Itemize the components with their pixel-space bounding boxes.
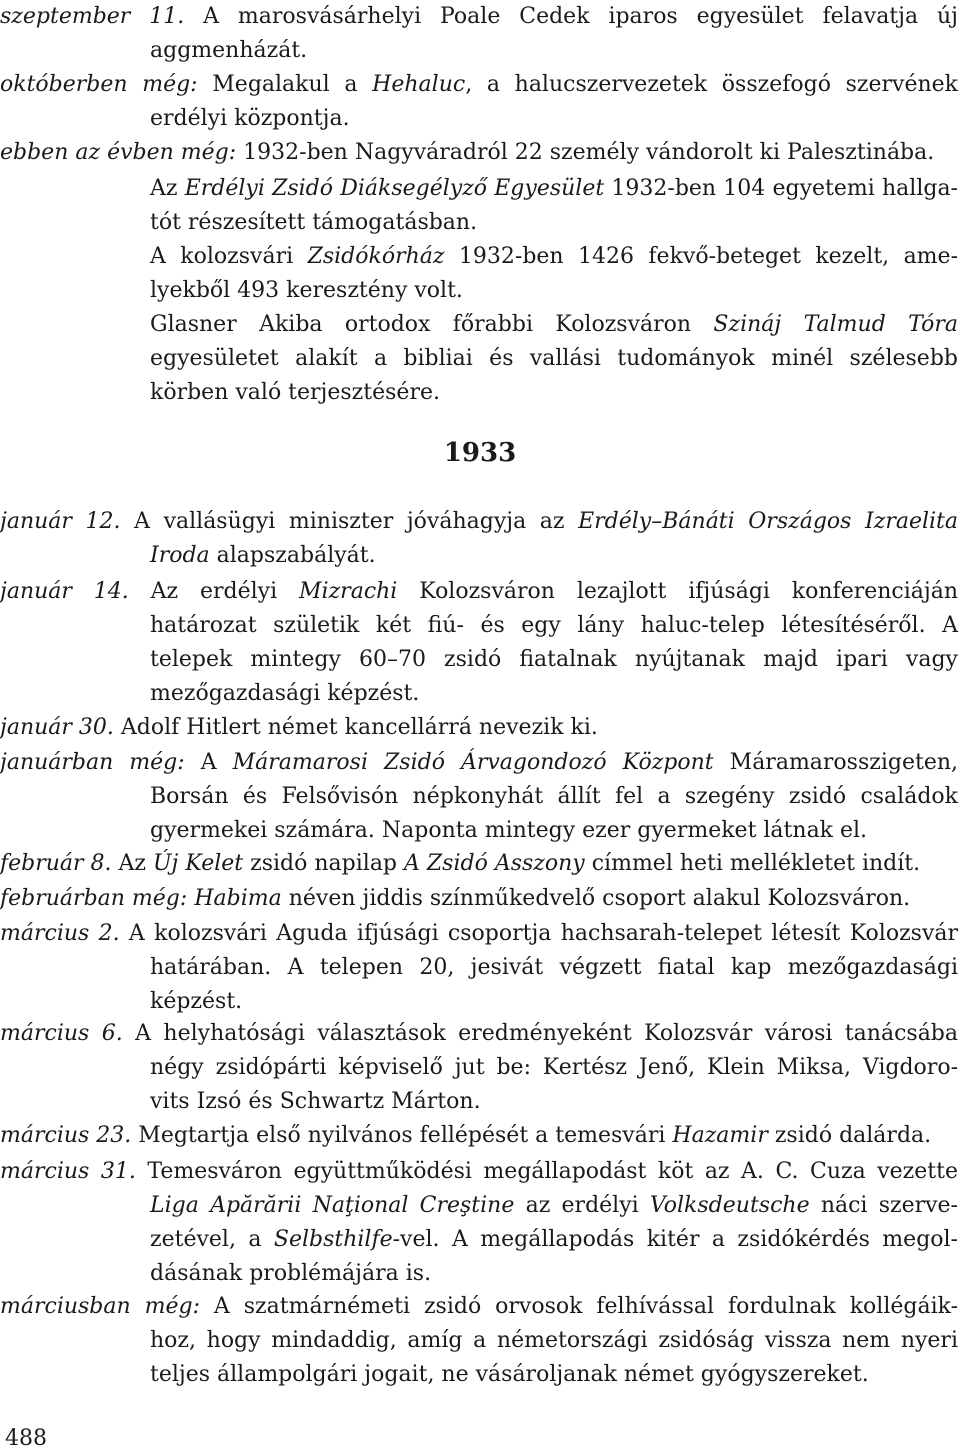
paragraph-line: Az Erdélyi Zsidó Diáksegélyző Egyesület 1932-ben 104 egyetemi hallga- [150,176,958,201]
entry-text: A Máramarosi Zsidó Árvagondozó Központ Máramarosszigeten, [184,750,959,775]
indented-paragraph [150,240,958,308]
entry-date: március 6. [0,1021,123,1046]
entry-continuation-line: telepek mintegy 60–70 zsidó fiatalnak nyújtanak majd ipari vagy [150,647,958,672]
entry-first-line [0,136,958,170]
paragraph-line: Glasner Akiba ortodox főrabbi Kolozsváron Szináj Talmud Tóra [150,312,958,337]
entry-text: Az erdélyi Mizrachi Kolozsváron lezajlott ifjúsági konferenciáján [128,579,959,604]
chronology-entry [0,917,958,1019]
chronology-entry [0,136,958,170]
entry-continuation-line: Liga Apărării Naţional Creştine az erdélyi Volksdeutsche náci szerve- [150,1193,958,1218]
entry-date: ebben az évben még: [0,140,237,165]
entry-date: februárban még: [0,886,188,911]
entry-continuation-line: gyermekei számára. Naponta mintegy ezer gyermeket látnak el. [150,818,868,843]
entry-date: márciusban még: [0,1294,200,1319]
entry-continuation-line: dásának problémájára is. [150,1261,432,1286]
entry-continuation-line: zetével, a Selbsthilfe-vel. A megállapodás kitér a zsidókérdés megol- [150,1227,958,1252]
entry-first-line [0,917,958,951]
entry-date: március 23. [0,1123,132,1148]
entry-date: március 31. [0,1159,136,1184]
entry-continuation-line: négy zsidópárti képviselő jut be: Kertész Jenő, Klein Miksa, Vigdoro- [150,1055,958,1080]
entry-date: szeptember 11. [0,4,185,29]
entry-continuation-line: határában. A telepen 20, jesivát végzett fiatal kap mezőgazdasági [150,955,958,980]
entry-text: 1932-ben Nagyváradról 22 személy vándorolt ki Palesztinába. [236,140,935,165]
entry-continuation-line: erdélyi központja. [150,106,350,131]
chronology-entry [0,746,958,848]
entry-date: januárban még: [0,750,185,775]
chronology-entry [0,68,958,136]
chronology-entry [0,847,958,881]
entry-continuation-line: határozat születik két fiú- és egy lány haluc-telep létesítéséről. A [150,613,958,638]
entry-first-line [0,746,958,780]
entry-date: január 14. [0,579,129,604]
paragraph-line: egyesületet alakít a bibliai és vallási tudományok minél szélesebb [150,346,958,371]
entry-date: március 2. [0,921,120,946]
entry-continuation-line: Iroda alapszabályát. [150,543,376,568]
entry-text: Az Új Kelet zsidó napilap A Zsidó Asszony címmel heti mellékletet indít. [111,851,921,876]
entry-first-line [0,0,958,34]
chronology-entry [0,882,958,916]
entry-text: A kolozsvári Aguda ifjúsági csoportja hachsarah-telepet létesít Kolozsvár [119,921,959,946]
chronology-entry [0,1290,958,1392]
entry-date: októberben még: [0,72,198,97]
entry-date: február 8. [0,851,112,876]
entry-first-line [0,1155,958,1189]
entry-text: A marosvásárhelyi Poale Cedek iparos egyesület felavatja új [184,4,958,29]
entry-first-line [0,711,958,745]
entry-first-line [0,847,958,881]
entry-text: Adolf Hitlert német kancellárrá nevezik ki. [113,715,598,740]
entry-text: A vallásügyi miniszter jóváhagyja az Erdély–Bánáti Országos Izraelita [120,509,958,534]
entry-first-line [0,1119,958,1153]
chronology-entry [0,1155,958,1291]
entry-text: Habima néven jiddis színműkedvelő csoport alakul Kolozsváron. [194,886,911,911]
entry-continuation-line: aggmenházát. [150,38,308,63]
chronology-entry [0,1119,958,1153]
chronology-entry [0,1017,958,1119]
entry-first-line [0,882,958,916]
year-heading: 1933 [443,438,517,468]
paragraph-line: körben való terjesztésére. [150,380,440,405]
entry-first-line [0,1290,958,1324]
entry-date: január 12. [0,509,121,534]
chronology-entry [0,711,958,745]
entry-first-line [0,575,958,609]
entry-continuation-line: hoz, hogy mindaddig, amíg a németországi zsidóság vissza nem nyeri [150,1328,958,1353]
entry-text: Megtartja első nyilvános fellépését a temesvári Hazamir zsidó dalárda. [131,1123,932,1148]
page-number: 488 [5,1426,47,1451]
paragraph-line: A kolozsvári Zsidókórház 1932-ben 1426 fekvő-beteget kezelt, ame- [150,244,958,269]
entry-text: A helyhatósági választások eredményeként Kolozsvár városi tanácsába [122,1021,959,1046]
chronology-entry [0,505,958,573]
entry-date: január 30. [0,715,114,740]
chronology-entry [0,0,958,68]
entry-text: Temesváron együttműködési megállapodást köt az A. C. Cuza vezette [135,1159,958,1184]
chronology-entry [0,575,958,711]
paragraph-line: lyekből 493 keresztény volt. [150,278,463,303]
entry-first-line [0,68,958,102]
entry-first-line [0,505,958,539]
paragraph-line: tót részesített támogatásban. [150,210,478,235]
entry-text: Megalakul a Hehaluc, a halucszervezetek összefogó szervének [197,72,959,97]
indented-paragraph [150,308,958,410]
entry-continuation-line: teljes állampolgári jogait, ne vásároljanak német gyógyszereket. [150,1362,869,1387]
entry-text: A szatmárnémeti zsidó orvosok felhívással fordulnak kollégáik- [200,1294,958,1319]
entry-continuation-line: képzést. [150,989,243,1014]
indented-paragraph [150,172,958,240]
entry-continuation-line: mezőgazdasági képzést. [150,681,420,706]
entry-first-line [0,1017,958,1051]
entry-continuation-line: vits Izsó és Schwartz Márton. [150,1089,481,1114]
entry-continuation-line: Borsán és Felsővisón népkonyhát állít fel a szegény zsidó családok [150,784,958,809]
